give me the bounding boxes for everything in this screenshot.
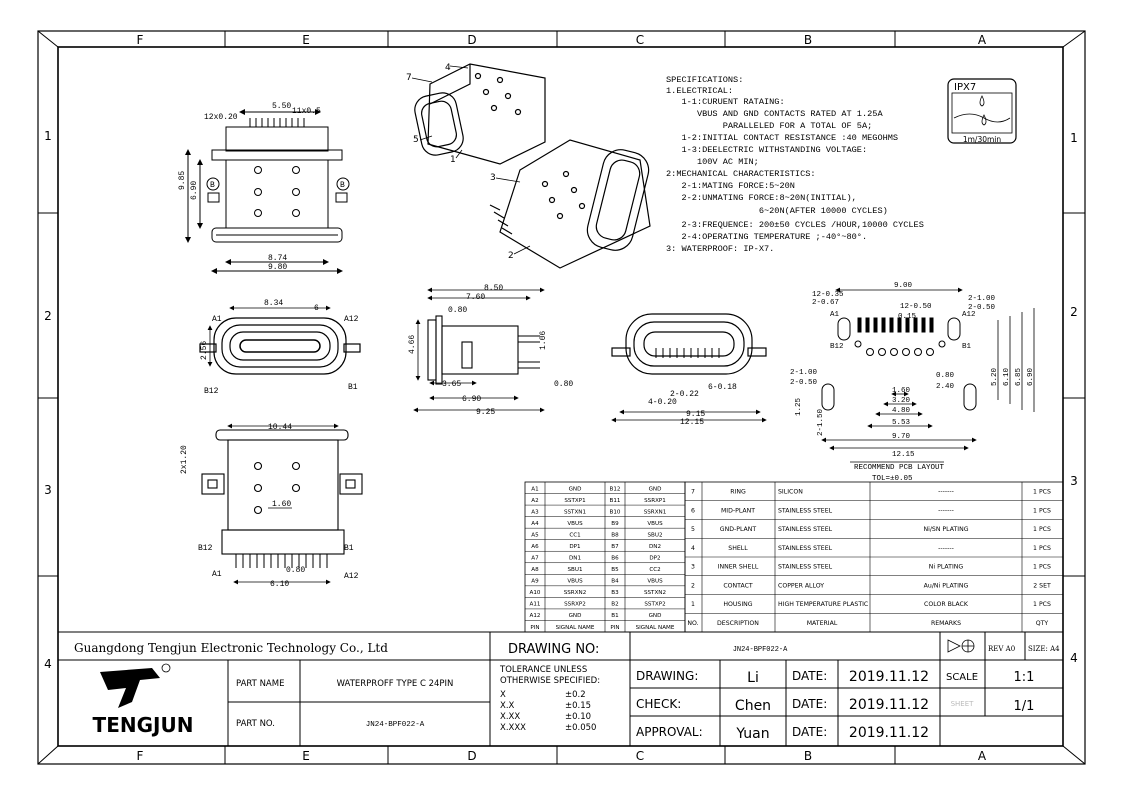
pin-cell: GND [568,486,582,493]
dim-text: A12 [344,572,359,581]
row-label: 2 [44,309,52,323]
row-label: 3 [1070,474,1078,488]
bom-cell: Au/Ni PLATING [923,582,969,590]
bom-cell: Ni PLATING [928,563,964,571]
column-labels-top [137,33,987,47]
dim-text: 9.70 [892,433,911,441]
bom-cell: STAINLESS STEEL [778,544,833,552]
pin-table [525,482,685,632]
bom-cell: 4 [691,544,695,552]
side-view-drawing [414,290,544,410]
pin-cell: A5 [531,532,539,539]
company-name: Guangdong Tengjun Electronic Technology Co., Ltd [74,641,388,655]
pin-cell: A11 [529,601,541,608]
dim-text: 2x1.20 [180,445,189,474]
top-view-drawing [188,112,349,271]
dim-text: 5.20 [991,367,999,386]
bom-cell: 6 [691,507,695,515]
pin-cell: A4 [531,520,539,527]
date-label: DATE: [792,725,828,739]
scale-label: SCALE [945,672,979,683]
col-label: B [803,33,813,47]
tengjun-logo-icon [100,668,160,708]
spec-line: 2-1:MATING FORCE:5~20N [666,181,795,191]
dim-text: 0.80 [554,380,574,389]
tol-title: TOLERANCE UNLESS [500,665,588,675]
check-label: CHECK: [636,697,682,711]
pin-cell: B3 [611,590,619,597]
dim-text: B [340,181,345,190]
specifications-block [666,75,924,254]
pin-header: SIGNAL NAME [635,624,675,631]
pin-cell: A1 [531,486,539,493]
pin-cell: VBUS [567,520,583,527]
title-block-text [74,640,1060,657]
bom-cell: 2 [691,582,695,590]
col-label: F [136,749,144,763]
dim-text: A1 [212,315,222,324]
bom-cell: GND-PLANT [719,526,757,534]
dim-text: 2-0.22 [670,390,699,399]
bom-header: DESCRIPTION [717,619,759,627]
pin-cell: B5 [611,567,619,574]
part-info [236,679,453,729]
tolerance-block [499,665,600,733]
dim-text: 8.50 [484,284,504,293]
spec-line: 1-3:DEELECTRIC WITHSTANDING VOLTAGE: [666,145,868,155]
col-label: E [302,33,310,47]
dim-text: B12 [204,387,219,396]
callout: 4 [445,63,451,73]
bottom-view-dims [180,423,359,589]
drawn-by: Li [747,670,759,686]
bom-cell: ------- [938,544,954,552]
col-label: C [635,749,645,763]
end-view-drawing [612,314,766,420]
dim-text: 2-0.50 [790,379,818,387]
spec-line: SPECIFICATIONS: [666,75,744,85]
dim-text: 1.25 [795,397,803,416]
pin-cell: B2 [611,601,619,608]
pin-cell: VBUS [567,578,583,585]
approved-by: Yuan [736,726,770,742]
bom-cell: 1 PCS [1033,488,1051,496]
row-labels [44,129,1078,671]
pin-cell: SSRXN2 [563,590,587,597]
dim-text: A1 [212,570,222,579]
dim-text: 6.90 [1027,367,1035,386]
bom-cell: MID-PLANT [720,507,756,515]
approval-date: 2019.11.12 [848,725,930,741]
pin-cell: B6 [611,555,619,562]
bom-header: NO. [687,619,699,627]
dim-text: 4-0.20 [648,398,677,407]
bom-cell: 2 SET [1033,582,1051,590]
dim-text: 1.60 [892,387,911,395]
col-label: B [803,749,813,763]
dim-text: 2-1.00 [968,295,996,303]
col-label: F [136,33,144,47]
dim-text: 8.74 [268,254,288,263]
col-label: D [467,33,477,47]
bom-table-rows [685,489,1063,627]
spec-line: 1-2:INITIAL CONTACT RESISTANCE :40 MEGOHMS [666,133,899,143]
dim-text: 12.15 [680,418,705,427]
column-labels-bottom [137,749,987,763]
pin-cell: DP1 [569,544,581,550]
bom-cell: HIGH TEMPERATURE PLASTIC [778,601,869,609]
dim-text: 11x0.5 [292,107,321,116]
pin-cell: CC2 [649,567,661,574]
sheet-value: 1/1 [1013,699,1035,714]
row-label: 1 [44,129,52,143]
bom-cell: COPPER ALLOY [778,582,825,590]
pin-cell: A7 [531,555,539,562]
tol-value: ±0.050 [565,723,597,733]
bom-cell: SILICON [778,488,803,496]
part-name: WATERPROFF TYPE C 24PIN [336,679,454,689]
iso-callouts [406,63,514,261]
spec-line: 2-4:OPERATING TEMPERATURE ;-40°~80°. [666,232,868,242]
dim-text: B12 [830,343,844,351]
spec-line: 2:MECHANICAL CHARACTERISTICS: [666,169,816,179]
dim-text: 3.65 [442,380,462,389]
dim-text: 9.25 [476,408,496,417]
dim-text: 6 [314,304,319,313]
dim-text: 12-0.50 [900,303,932,311]
bom-cell: RING [730,488,746,496]
ipx-label: IPX7 [954,82,977,93]
pcb-title: RECOMMEND PCB LAYOUT [854,464,945,472]
check-date: 2019.11.12 [848,697,930,713]
part-name-label: PART NAME [236,679,285,689]
dim-text: 6.10 [270,580,290,589]
bom-header: MATERIAL [806,619,838,627]
bom-header: QTY [1035,619,1049,627]
bom-cell: 1 [691,601,695,609]
dim-text: A12 [344,315,359,324]
dim-text: 9.85 [178,170,187,190]
bom-cell: 5 [691,526,695,534]
drawing-no-label: DRAWING NO: [508,642,600,657]
col-label: E [302,749,310,763]
dim-text: 2-0.67 [812,299,840,307]
pin-cell: SSTXP2 [644,601,666,608]
tol-value: ±0.10 [565,712,592,722]
revision: REV A0 [988,645,1016,653]
dim-text: 2-1.50 [817,408,825,436]
pin-cell: SSRXP1 [644,497,666,504]
bom-cell: 1 PCS [1033,544,1051,552]
water-drop-icon [982,115,986,125]
callout: 2 [508,251,514,261]
drawing-label: DRAWING: [636,669,699,683]
pin-cell: GND [648,613,662,620]
dim-text: 1.60 [272,500,292,509]
pcb-pads [858,318,933,332]
bom-cell: 1 PCS [1033,526,1051,534]
dim-text: 6.90 [190,180,199,200]
dim-text: 0.15 [898,313,917,321]
checked-by: Chen [734,698,772,714]
col-label: D [467,749,477,763]
dim-text: 0.80 [936,372,955,380]
pin-cell: B11 [609,497,621,504]
projection-symbol-icon [948,640,974,652]
spec-line: VBUS AND GND CONTACTS RATED AT 1.25A [666,109,883,119]
pin-cell: SSTXN2 [643,590,667,597]
dim-text: B1 [344,544,354,553]
pin-cell: SSRXP2 [564,601,586,608]
pin-cell: DN1 [568,555,582,562]
tol-title: OTHERWISE SPECIFIED: [500,676,601,686]
spec-line: 100V AC MIN; [666,157,759,167]
dim-text: A1 [830,311,840,319]
paper-size: SIZE: A4 [1028,645,1060,653]
dim-text: 0.80 [286,566,306,575]
bom-cell: 1 PCS [1033,563,1051,571]
row-label: 1 [1070,131,1078,145]
pin-cell: GND [568,613,582,620]
spec-line: 1-1:CURUENT RATAING: [666,97,785,107]
dim-text: 8.34 [264,299,284,308]
dim-text: 4.80 [892,407,911,415]
pin-cell: B7 [611,544,619,550]
pin-cell: GND [648,486,662,493]
dim-text: 6-0.18 [708,383,737,392]
bom-cell: Ni/SN PLATING [923,526,969,534]
pin-cell: B1 [611,613,619,620]
bottom-view-pins [236,554,327,568]
part-no-label: PART NO. [236,719,275,729]
pin-cell: A8 [531,567,539,574]
dim-text: 1.06 [539,330,548,350]
spec-line: PARALLELED FOR A TOTAL OF 5A; [666,121,873,131]
front-view-drawing [200,308,360,374]
col-label: A [977,33,987,47]
bom-cell: SHELL [728,544,748,552]
bom-cell: ------- [938,488,954,496]
part-no: JN24-BPF022-A [365,721,425,729]
row-label: 4 [44,657,52,671]
pin-cell: CC1 [569,532,581,539]
pcb-layout-dims [790,282,1035,483]
pin-cell: A12 [529,613,541,620]
pin-cell: B12 [609,486,621,493]
pcb-tolerance: TOL=±0.05 [872,475,913,483]
pin-cell: B4 [611,578,619,585]
dim-text: 12.15 [892,451,915,459]
pin-cell: VBUS [647,578,663,585]
callout: 5 [413,135,419,145]
dim-text: 2.40 [936,383,955,391]
front-view-dims [200,299,359,396]
spec-line: 2-3:FREQUENCE: 200±50 CYCLES /HOUR,10000 CYCLES [666,220,924,230]
col-label: A [977,749,987,763]
pin-cell: SBU2 [647,532,663,539]
pin-cell: SSTXN1 [563,509,587,516]
dim-text: 9.80 [268,263,288,272]
approval-label: APPROVAL: [636,725,703,739]
drawing-no-value: JN24-BPF022-A [732,646,788,654]
dim-text: 2-0.50 [968,304,996,312]
pin-cell: A2 [531,497,539,504]
row-label: 4 [1070,651,1078,665]
row-label: 3 [44,483,52,497]
pin-cell: DP2 [649,555,661,562]
bom-header: REMARKS [930,619,962,627]
dim-text: 10.44 [268,423,293,432]
bom-cell: 1 PCS [1033,601,1051,609]
spec-line: 3: WATERPROOF: IP-X7. [666,244,775,254]
pin-cell: DN2 [648,544,662,550]
dim-text: B12 [198,544,213,553]
iso-view-top [412,64,545,164]
iso-view-bottom [490,140,652,268]
spec-line: 6~20N(AFTER 10000 CYCLES) [666,206,888,216]
pin-cell: A3 [531,509,539,516]
tol-key: X.XXX [500,723,526,733]
bom-cell: 1 PCS [1033,507,1051,515]
bom-cell: 3 [691,563,695,571]
pin-header: SIGNAL NAME [555,624,595,631]
dim-text: 7.60 [466,293,486,302]
bom-cell: STAINLESS STEEL [778,507,833,515]
dim-text: 0.80 [448,306,468,315]
dim-text: B1 [348,383,358,392]
pin-cell: A10 [529,590,541,597]
dim-text: 2-1.00 [790,369,818,377]
bom-cell: STAINLESS STEEL [778,526,833,534]
company-logo [93,664,194,737]
dim-text: 6.10 [1003,367,1011,386]
tol-key: X.X [500,701,515,711]
pin-cell: SBU1 [567,567,583,574]
logo-text: TENGJUN [92,713,194,737]
ipx-sub: 1m/30min [962,135,1002,144]
dim-text: 6.90 [462,395,482,404]
bom-cell: CONTACT [723,582,753,590]
scale-value: 1:1 [1013,670,1035,685]
dim-text: 4.66 [408,334,417,354]
bom-cell: 7 [691,488,695,496]
pin-cell: B8 [611,532,619,539]
tol-key: X.XX [500,712,521,722]
approval-grid [636,669,1034,742]
pin-cell: B10 [609,509,621,516]
date-label: DATE: [792,669,828,683]
dim-text: 9.00 [894,282,913,290]
date-label: DATE: [792,697,828,711]
sheet-label: SHEET [950,700,974,708]
spec-line: 1.ELECTRICAL: [666,86,734,96]
bom-cell: ------- [938,507,954,515]
spec-line: 2-2:UNMATING FORCE:8~20N(INITIAL), [666,193,857,203]
callout: 7 [406,73,412,83]
pin-cell: A9 [531,578,539,585]
ipx7-badge [948,79,1016,144]
pin-cell: A6 [531,544,539,550]
dim-text: 5.53 [892,419,911,427]
dim-text: 6.85 [1015,367,1023,386]
dim-text: 2.56 [200,340,209,360]
tol-value: ±0.15 [565,701,592,711]
pin-cell: SSRXN1 [643,509,667,516]
bom-cell: INNER SHELL [717,563,759,571]
callout: 3 [490,173,496,183]
drawn-date: 2019.11.12 [848,669,930,685]
top-view-pins [250,118,304,127]
pin-cell: VBUS [647,520,663,527]
bom-cell: COLOR BLACK [924,601,968,609]
dim-text: 12x0.20 [204,113,238,122]
side-view-dims [408,284,573,417]
row-label: 2 [1070,305,1078,319]
pin-header: PIN [610,624,620,631]
dim-text: 12-0.35 [812,291,844,299]
dim-text: 9.15 [686,410,706,419]
dim-text: B [210,181,215,190]
pin-cell: B9 [611,520,619,527]
tol-key: X [500,690,506,700]
water-drop-icon [980,96,984,106]
bom-cell: STAINLESS STEEL [778,563,833,571]
pin-header: PIN [530,624,540,631]
col-label: C [635,33,645,47]
pin-cell: SSTXP1 [564,497,586,504]
dim-text: B1 [962,343,972,351]
dim-text: A12 [962,311,976,319]
dim-text: 3.20 [892,397,911,405]
tol-value: ±0.2 [565,690,586,700]
dim-text: 5.50 [272,102,292,111]
callout: 1 [450,155,456,165]
bom-cell: HOUSING [723,601,753,609]
